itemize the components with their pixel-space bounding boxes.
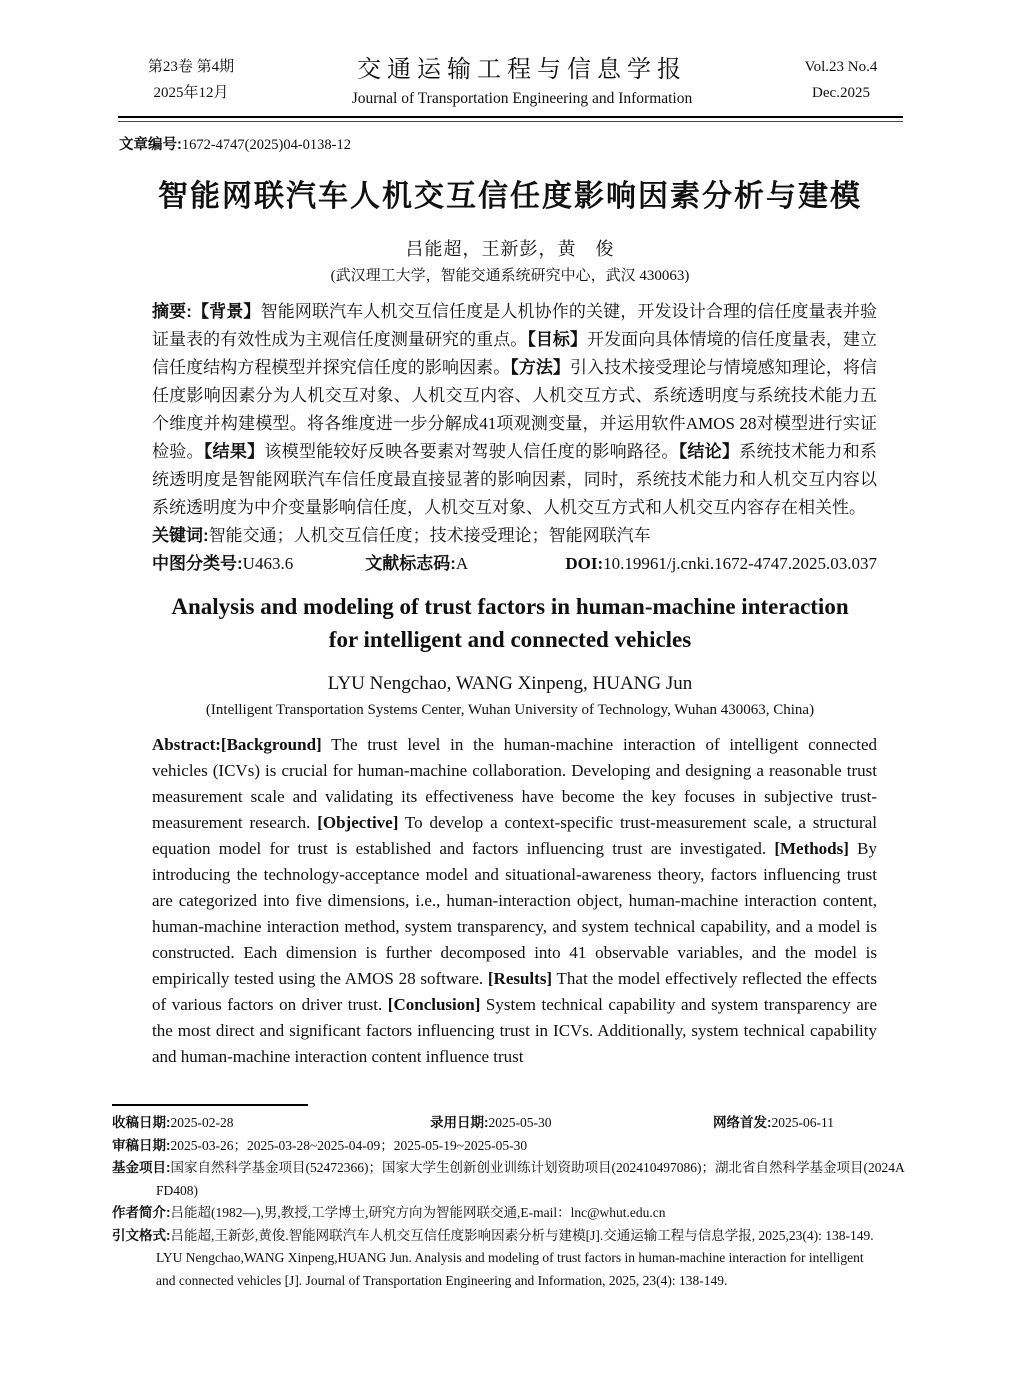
- doc-code-label: 文献标志码:: [365, 554, 456, 573]
- authors-cn: 吕能超，王新彭，黄 俊: [405, 239, 615, 259]
- abstract-section-label: [Objective]: [317, 813, 399, 832]
- funding-line2: FD408): [156, 1182, 199, 1198]
- volume-issue-en: Vol.23 No.4: [804, 59, 878, 75]
- abstract-label-en: Abstract:: [152, 735, 221, 754]
- abstract-en: [152, 732, 877, 1070]
- article-number-value: 1672-4747(2025)04-0138-12: [181, 137, 351, 153]
- author-bio: [112, 1202, 912, 1225]
- abstract-section-label: 【目标】: [527, 330, 588, 349]
- authors-en: LYU Nengchao, WANG Xinpeng, HUANG Jun: [327, 673, 693, 694]
- received-value: 2025-02-28: [170, 1115, 234, 1130]
- abstract-section-label: [Background]: [220, 735, 322, 754]
- received-date: [112, 1112, 430, 1135]
- header-double-rule: [118, 116, 903, 122]
- abstract-section-label: [Results]: [487, 969, 553, 988]
- abstract-text: To develop a context-specific trust-measurement scale, a structural equation model for trust is established and factors influencing trust are investigated.: [152, 813, 877, 858]
- dates-row: [112, 1112, 912, 1135]
- footnote-block: [112, 1104, 912, 1292]
- abstract-label-cn: 摘要:: [152, 302, 192, 321]
- review-dates: [112, 1135, 912, 1158]
- abstract-text: 该模型能较好反映各要素对驾驶人信任度的影响路径。: [264, 442, 679, 461]
- citation-line2: LYU Nengchao,WANG Xinpeng,HUANG Jun. Analysis and modeling of trust factors in human-machine interaction for intelligent: [156, 1250, 864, 1265]
- abstract-text: 智能网联汽车人机交互信任度是人机协作的关键，开发设计合理的信任度量表并验证量表的有效性成为主观信任度测量研究的重点。: [152, 302, 878, 349]
- doi-label: DOI:: [565, 554, 604, 573]
- abstract-text: 引入技术接受理论与情境感知理论，将信任度影响因素分为人机交互对象、人机交互内容、人机交互方式、系统透明度与系统技术能力五个维度并构建模型。将各维度进一步分解成41项观测变量，并运用软件AMOS 28对模型进行实证检验。: [152, 358, 878, 461]
- masthead-left: [115, 54, 267, 106]
- abstract-text: System technical capability and system transparency are the most direct and significant factors influencing trust in ICVs. Additionally, system technical capability and human-machine interaction content influence trust: [152, 995, 877, 1066]
- article-title-en: [0, 590, 1020, 656]
- author-bio-value: 吕能超(1982—),男,教授,工学博士,研究方向为智能网联交通,E-mail：lnc@whut.edu.cn: [170, 1205, 666, 1220]
- abstract-cn: [152, 298, 877, 522]
- abstract-text: That the model effectively reflected the effects of various factors on driver trust.: [152, 969, 878, 1014]
- citation-value-line1: 吕能超,王新彭,黄俊.智能网联汽车人机交互信任度影响因素分析与建模[J].交通运输工程与信息学报, 2025,23(4): 138-149.: [170, 1227, 874, 1243]
- funding-line1: [112, 1157, 912, 1180]
- clc-item: [152, 550, 293, 578]
- author-bio-label: 作者简介:: [112, 1205, 171, 1220]
- doi-item: [565, 550, 877, 578]
- funding-label: 基金项目:: [112, 1160, 171, 1175]
- funding-value-line1: 国家自然科学基金项目(52472366)；国家大学生创新创业训练计划资助项目(202410497086)；湖北省自然科学基金项目(2024A: [170, 1160, 905, 1175]
- review-value: 2025-03-26；2025-03-28~2025-04-09；2025-05-19~2025-05-30: [170, 1137, 528, 1153]
- citation-line1: [112, 1225, 912, 1248]
- accepted-label: 录用日期:: [430, 1115, 489, 1130]
- keywords-label: 关键词:: [152, 526, 209, 545]
- accepted-date: [430, 1112, 713, 1135]
- issue-date-en: Dec.2025: [812, 85, 870, 101]
- footnote-rule: [112, 1104, 308, 1106]
- keywords-line: [152, 522, 877, 550]
- doc-code-item: [365, 550, 468, 578]
- online-label: 网络首发:: [713, 1115, 772, 1130]
- abstract-section-label: 【背景】: [191, 302, 261, 321]
- abstract-section-label: [Methods]: [774, 839, 849, 858]
- article-title-en-line1: Analysis and modeling of trust factors in human-machine interaction: [171, 594, 849, 619]
- masthead-center: [267, 54, 777, 110]
- abstract-text: 开发面向具体情境的信任度量表，建立信任度结构方程模型并探究信任度的影响因素。: [152, 330, 878, 377]
- abstract-section-label: [Conclusion]: [387, 995, 481, 1014]
- received-label: 收稿日期:: [112, 1115, 171, 1130]
- citation-line3: and connected vehicles [J]. Journal of Transportation Engineering and Information, 2025, 23(4): 138-149.: [156, 1272, 728, 1288]
- issue-date-cn: 2025年12月: [153, 85, 229, 101]
- abstract-section-label: 【结论】: [678, 442, 740, 461]
- accepted-value: 2025-05-30: [488, 1115, 552, 1130]
- clc-label: 中图分类号:: [152, 554, 243, 573]
- article-title-cn: 智能网联汽车人机交互信任度影响因素分析与建模: [158, 180, 862, 213]
- journal-title-cn: 交通运输工程与信息学报: [357, 57, 687, 83]
- masthead-right: [777, 54, 905, 106]
- affiliation-cn: (武汉理工大学，智能交通系统研究中心，武汉 430063): [330, 268, 690, 284]
- abstract-section-label: 【结果】: [203, 442, 265, 461]
- online-value: 2025-06-11: [771, 1115, 834, 1130]
- doi-value: 10.19961/j.cnki.1672-4747.2025.03.037: [603, 554, 877, 573]
- citation-label: 引文格式:: [112, 1227, 171, 1243]
- doc-code-value: A: [455, 554, 469, 573]
- online-date: [713, 1112, 912, 1135]
- abstract-text: The trust level in the human-machine interaction of intelligent connected vehicles (ICVs) is crucial for human-machine collaboration. Developing and designing a reasonable trust measurement scale and validating its effectiveness have become the key focuses in subjective trust-measurement research.: [152, 735, 877, 832]
- review-label: 审稿日期:: [112, 1137, 171, 1153]
- masthead: [115, 54, 905, 110]
- abstract-section-label: 【方法】: [510, 358, 570, 377]
- clc-value: U463.6: [242, 554, 294, 573]
- abstract-text: By introducing the technology-acceptance model and situational-awareness theory, factors influencing trust are categorized into five dimensions, i.e., human-interaction object, human-machine interaction content, human-machine interaction method, system transparency, and system technical capability, and a model is constructed. Each dimension is further decomposed into 41 observable variables, and the model is empirically tested using the AMOS 28 software.: [152, 839, 877, 988]
- classification-line: [152, 550, 877, 578]
- abstract-text: 系统技术能力和系统透明度是智能网联汽车信任度最直接显著的影响因素，同时，系统技术能力和人机交互内容以系统透明度为中介变量影响信任度，人机交互对象、人机交互方式和人机交互内容存在相关性。: [152, 442, 878, 517]
- article-title-en-line2: for intelligent and connected vehicles: [328, 627, 692, 652]
- article-number: [119, 135, 1020, 155]
- article-number-label: 文章编号:: [119, 137, 182, 153]
- volume-issue-cn: 第23卷 第4期: [147, 59, 235, 75]
- affiliation-en: (Intelligent Transportation Systems Center, Wuhan University of Technology, Wuhan 430063, China): [205, 702, 815, 718]
- journal-title-en: Journal of Transportation Engineering and Information: [351, 90, 693, 107]
- keywords-text: 智能交通；人机交互信任度；技术接受理论；智能网联汽车: [208, 526, 651, 545]
